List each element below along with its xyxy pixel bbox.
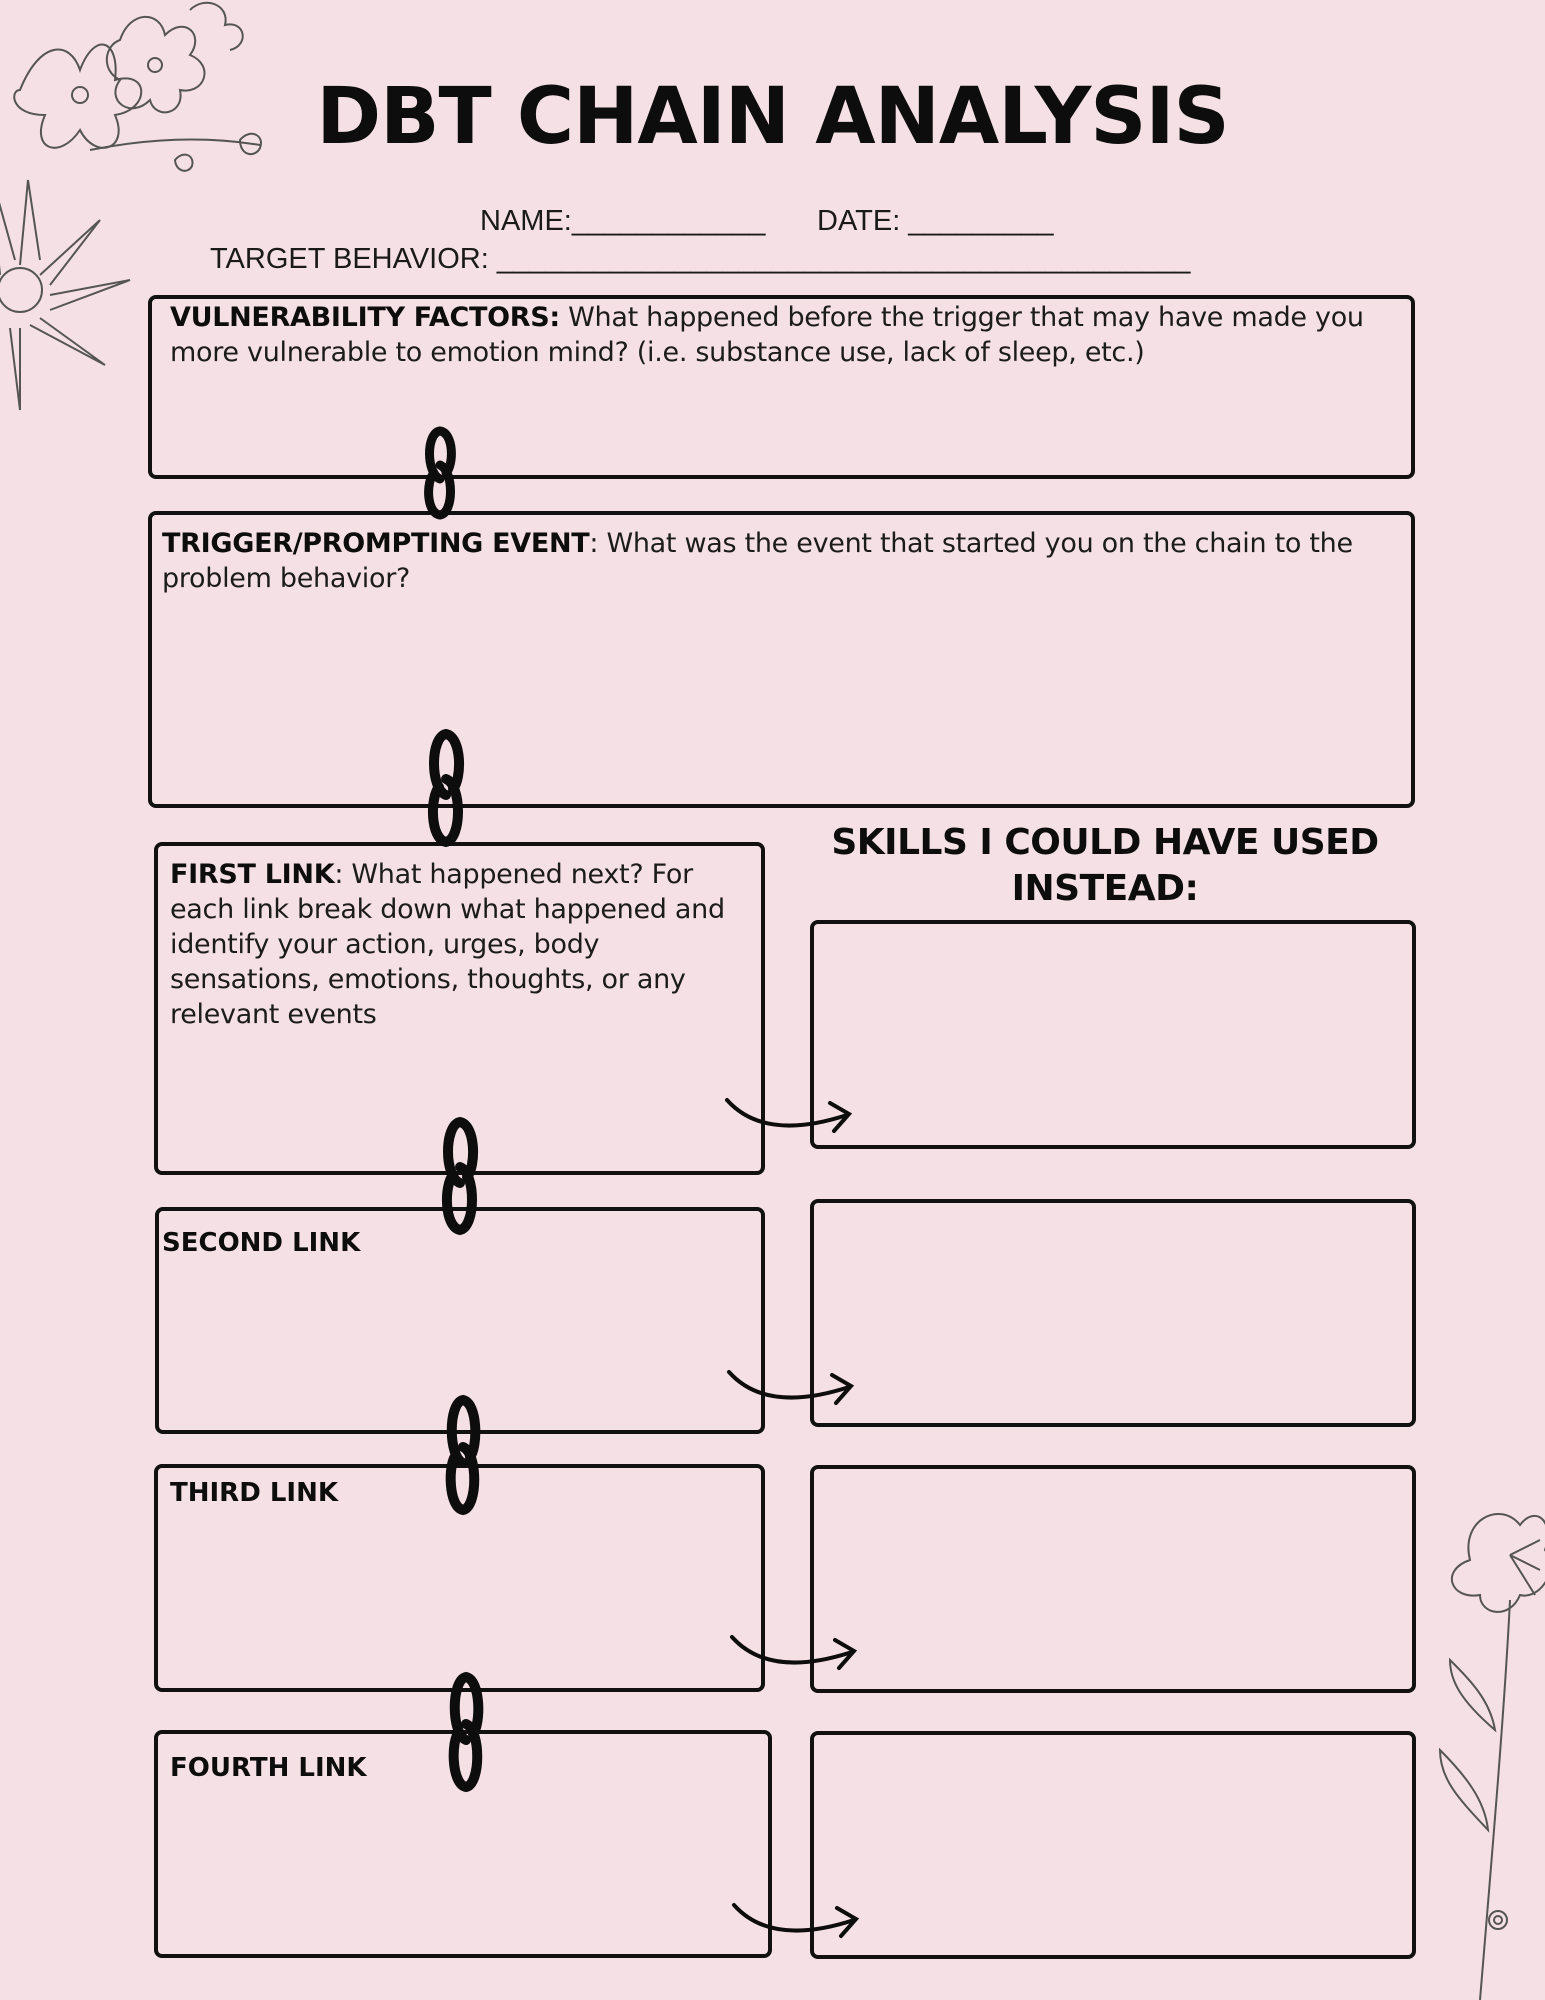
curved-arrow-icon xyxy=(722,1093,857,1143)
skills-box-1[interactable] xyxy=(810,920,1416,1149)
second-link-label: SECOND LINK xyxy=(162,1228,361,1258)
third-link-label: THIRD LINK xyxy=(170,1478,338,1508)
chain-link-icon xyxy=(418,425,462,521)
trigger-event-prompt: : What was the event that started you on the chain to the problem behavior? xyxy=(162,528,1353,594)
name-field[interactable]: NAME:____________ xyxy=(480,205,766,237)
vulnerability-factors-text xyxy=(170,300,1400,370)
flower-decoration-bottom-right xyxy=(1410,1500,1545,2000)
date-field[interactable]: DATE: _________ xyxy=(817,205,1054,237)
curved-arrow-icon xyxy=(729,1898,864,1948)
curved-arrow-icon xyxy=(724,1365,859,1415)
page-title: DBT CHAIN ANALYSIS xyxy=(316,72,1229,162)
skills-box-2[interactable] xyxy=(810,1199,1416,1427)
vulnerability-factors-prompt: What happened before the trigger that may have made you more vulnerable to emotion mind? (i.e. substance use, lack of sleep, etc.) xyxy=(170,302,1364,368)
first-link-label: FIRST LINK xyxy=(170,859,335,890)
trigger-event-text xyxy=(162,526,1397,596)
skills-heading-line2: INSTEAD: xyxy=(1011,868,1199,909)
skills-box-3[interactable] xyxy=(810,1465,1416,1693)
skills-box-4[interactable] xyxy=(810,1731,1416,1959)
chain-link-icon xyxy=(443,1670,489,1794)
skills-heading xyxy=(810,820,1400,912)
fourth-link-label: FOURTH LINK xyxy=(170,1753,367,1783)
vulnerability-factors-label: VULNERABILITY FACTORS: xyxy=(170,302,560,333)
target-behavior-field[interactable]: TARGET BEHAVIOR: ___________________________________________ xyxy=(210,243,1191,275)
chain-link-icon xyxy=(422,727,470,849)
first-link-text xyxy=(170,857,755,1032)
chain-link-icon xyxy=(436,1115,484,1237)
skills-heading-line1: SKILLS I COULD HAVE USED xyxy=(831,822,1379,863)
first-link-prompt: : What happened next? For each link break down what happened and identify your action, urges, body sensations, emotions, thoughts, or any relevant events xyxy=(170,859,725,1030)
curved-arrow-icon xyxy=(727,1630,862,1680)
trigger-event-label: TRIGGER/PROMPTING EVENT xyxy=(162,528,590,559)
chain-link-icon xyxy=(440,1393,486,1517)
